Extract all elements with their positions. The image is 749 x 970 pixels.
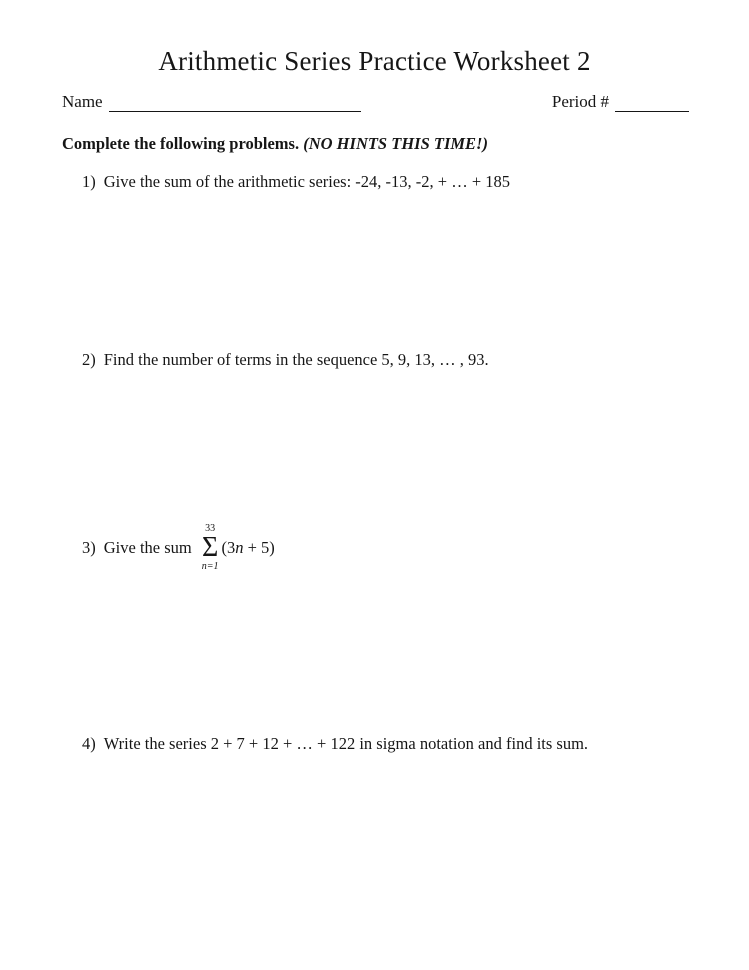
problem-2: [82, 350, 709, 371]
problem-1-text: Give the sum of the arithmetic series: -24, -13, -2, + … + 185: [103, 172, 511, 191]
name-blank-line: [109, 93, 361, 112]
sigma-lower-limit: [202, 562, 219, 572]
sigma-expression-open: (3: [221, 537, 236, 557]
period-blank-line: [615, 93, 689, 112]
sigma-notation: [202, 524, 275, 572]
problem-4-text: Write the series 2 + 7 + 12 + … + 122 in sigma notation and find its sum.: [103, 734, 589, 753]
instruction-main-text: Complete the following problems.: [62, 134, 304, 153]
name-field-group: [62, 92, 361, 112]
page-title: Arithmetic Series Practice Worksheet 2: [158, 46, 591, 76]
problem-2-number: 2): [82, 350, 96, 369]
problem-4: [82, 734, 709, 755]
problem-3: [82, 524, 709, 572]
problem-2-text: Find the number of terms in the sequence 5, 9, 13, … , 93.: [103, 350, 489, 369]
sigma-lower-variable: n: [201, 561, 207, 573]
name-period-row: [62, 92, 689, 112]
sigma-symbol: Σ: [201, 532, 219, 563]
sigma-expression-variable: n: [235, 537, 244, 557]
problem-1: [82, 172, 709, 193]
instruction-line: [62, 134, 488, 154]
problem-3-number: 3): [82, 537, 96, 557]
sigma-expression: [222, 538, 275, 559]
period-label: Period #: [551, 92, 609, 111]
sigma-upper-limit: 33: [205, 523, 216, 534]
problem-1-number: 1): [82, 172, 96, 191]
sigma-expression-close: + 5): [243, 537, 275, 557]
name-label: Name: [62, 92, 103, 111]
problem-3-text: Give the sum: [103, 537, 192, 557]
sigma-stack: [202, 524, 219, 572]
period-field-group: [552, 92, 689, 112]
sigma-lower-value: =1: [206, 561, 219, 573]
problem-4-number: 4): [82, 734, 96, 753]
instruction-emphasis-text: (NO HINTS THIS TIME!): [303, 134, 488, 153]
